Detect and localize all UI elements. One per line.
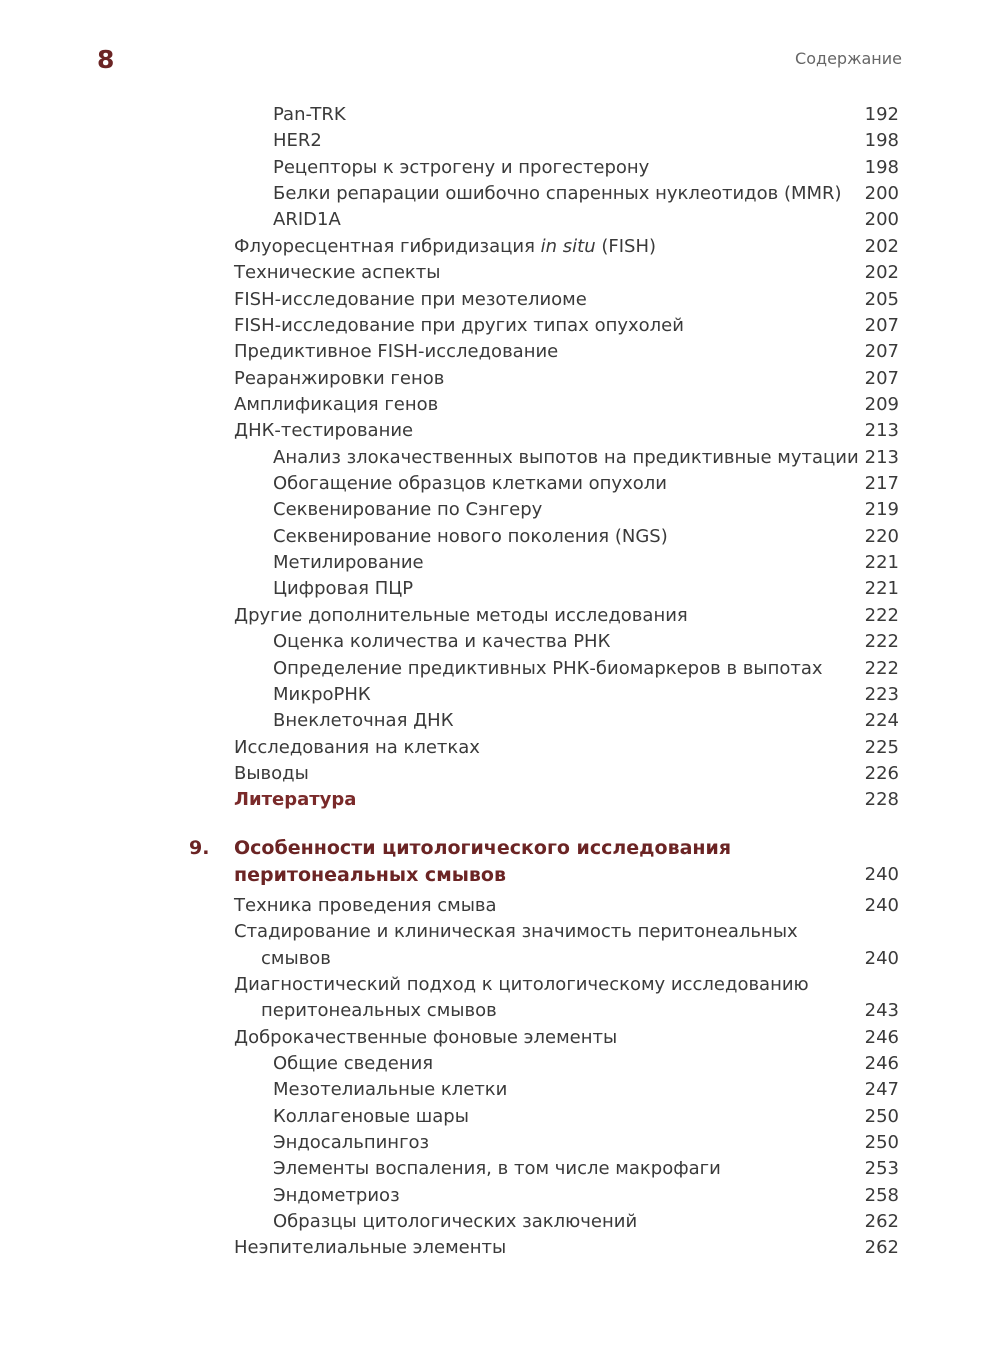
page-number: 8 — [97, 45, 115, 74]
toc-entry[interactable] — [0, 524, 1000, 550]
toc-entry-page: 217 — [864, 473, 899, 494]
toc-entry[interactable] — [0, 181, 1000, 207]
toc-entry[interactable] — [0, 1077, 1000, 1103]
toc-entry[interactable] — [0, 629, 1000, 655]
toc-entry[interactable] — [0, 972, 1000, 998]
toc-entry-title: Рецепторы к эстрогену и прогестерону — [273, 157, 650, 178]
toc-entry-fish[interactable] — [0, 234, 1000, 260]
toc-entry[interactable] — [0, 155, 1000, 181]
toc-entry[interactable] — [0, 1209, 1000, 1235]
toc-entry-page: 200 — [864, 183, 899, 204]
toc-entry[interactable] — [0, 1130, 1000, 1156]
toc-entry-title: ДНК-тестирование — [234, 420, 414, 441]
toc-entry-page: 243 — [864, 1000, 899, 1021]
toc-entry[interactable] — [0, 366, 1000, 392]
toc-entry-page: 226 — [864, 763, 899, 784]
toc-entry[interactable] — [0, 550, 1000, 576]
toc-entry-title: FISH-исследование при других типах опухолей — [234, 315, 684, 336]
toc-entry[interactable] — [0, 392, 1000, 418]
toc-entry-title: Эндометриоз — [273, 1185, 400, 1206]
toc-entry-page: 246 — [864, 1053, 899, 1074]
toc-entry-page: 246 — [864, 1027, 899, 1048]
toc-entry-title: Pan-TRK — [273, 104, 346, 125]
toc-entry-page: 222 — [864, 658, 899, 679]
toc-entry-page: 258 — [864, 1185, 899, 1206]
toc-entry-title: Обогащение образцов клетками опухоли — [273, 473, 667, 494]
toc-entry-title: Техника проведения смыва — [234, 895, 497, 916]
toc-entry-title: Литература — [234, 789, 357, 810]
toc-entry-title: Образцы цитологических заключений — [273, 1211, 638, 1232]
toc-entry-title: Другие дополнительные методы исследования — [234, 605, 688, 626]
toc-entry-page: 222 — [864, 631, 899, 652]
toc-entry[interactable] — [0, 603, 1000, 629]
toc-entry-title: FISH-исследование при мезотелиоме — [234, 289, 587, 310]
toc-entry[interactable] — [0, 919, 1000, 945]
toc-entry[interactable] — [0, 1156, 1000, 1182]
toc-entry[interactable] — [0, 1235, 1000, 1261]
toc-entry-page: 219 — [864, 499, 899, 520]
toc-entry-title: Предиктивное FISH-исследование — [234, 341, 559, 362]
toc-entry[interactable] — [0, 102, 1000, 128]
toc-entry-title: Цифровая ПЦР — [273, 578, 414, 599]
chapter-title-line2: перитонеальных смывов — [234, 864, 507, 886]
toc-entry[interactable] — [0, 497, 1000, 523]
toc-entry[interactable] — [0, 260, 1000, 286]
toc-entry-title: Внеклеточная ДНК — [273, 710, 454, 731]
toc-entry-title: Коллагеновые шары — [273, 1106, 469, 1127]
toc-entry-page: 225 — [864, 737, 899, 758]
toc-entry-page: 205 — [864, 289, 899, 310]
toc-entry-page: 240 — [864, 948, 899, 969]
toc-entry[interactable] — [0, 708, 1000, 734]
toc-entry-page: 200 — [864, 209, 899, 230]
toc-entry-page: 221 — [864, 552, 899, 573]
chapter-page: 240 — [864, 864, 899, 885]
toc-entry-title: Эндосальпингоз — [273, 1132, 430, 1153]
toc-entry-page: 209 — [864, 394, 899, 415]
toc-entry[interactable] — [0, 287, 1000, 313]
toc-entry[interactable] — [0, 893, 1000, 919]
chapter-title-row[interactable] — [0, 862, 1000, 888]
toc-entry-page: 198 — [864, 130, 899, 151]
running-head: Содержание — [795, 49, 902, 68]
toc-entry-page: 247 — [864, 1079, 899, 1100]
toc-entry[interactable] — [0, 1104, 1000, 1130]
toc-entry-page: 213 — [864, 447, 899, 468]
toc-entry-title: Диагностический подход к цитологическому исследованию — [234, 974, 809, 995]
toc-entry[interactable] — [0, 207, 1000, 233]
toc-entry-page: 253 — [864, 1158, 899, 1179]
toc-entry-page: 222 — [864, 605, 899, 626]
toc-entry-title: Флуоресцентная гибридизация in situ (FISH) — [234, 236, 656, 257]
toc-entry-title: Метилирование — [273, 552, 424, 573]
toc-entry-title: Неэпителиальные элементы — [234, 1237, 507, 1258]
toc-entry-title: Исследования на клетках — [234, 737, 480, 758]
toc-entry-page: 207 — [864, 368, 899, 389]
toc-entry-page: 240 — [864, 895, 899, 916]
toc-entry[interactable] — [0, 128, 1000, 154]
toc-entry[interactable] — [0, 682, 1000, 708]
toc-entry-page: 228 — [864, 789, 899, 810]
toc-entry-title: перитонеальных смывов — [261, 1000, 497, 1021]
toc-entry-title: Технические аспекты — [234, 262, 441, 283]
toc-entry-page: 207 — [864, 341, 899, 362]
toc-entry[interactable] — [0, 735, 1000, 761]
toc-entry[interactable] — [0, 761, 1000, 787]
toc-entry-title: Выводы — [234, 763, 309, 784]
toc-entry-page: 262 — [864, 1237, 899, 1258]
toc-entry-page: 213 — [864, 420, 899, 441]
toc-entry-title: Амплификация генов — [234, 394, 439, 415]
toc-entry[interactable] — [0, 445, 1000, 471]
toc-entry-page: 262 — [864, 1211, 899, 1232]
toc-entry-title: Элементы воспаления, в том числе макрофаги — [273, 1158, 721, 1179]
toc-entry-title: Оценка количества и качества РНК — [273, 631, 611, 652]
toc-entry-title: HER2 — [273, 130, 322, 151]
toc-entry[interactable] — [0, 471, 1000, 497]
toc-entry-page: 207 — [864, 315, 899, 336]
toc-entry-title: Реаранжировки генов — [234, 368, 445, 389]
toc-entry-title: Доброкачественные фоновые элементы — [234, 1027, 618, 1048]
toc-entry-title: Общие сведения — [273, 1053, 434, 1074]
toc-entry[interactable] — [0, 656, 1000, 682]
toc-entry-title: Определение предиктивных РНК-биомаркеров в выпотах — [273, 658, 823, 679]
toc-entry-page: 250 — [864, 1132, 899, 1153]
toc-entry-page: 202 — [864, 236, 899, 257]
toc-entry[interactable] — [0, 313, 1000, 339]
toc-entry-title: Анализ злокачественных выпотов на предиктивные мутации — [273, 447, 859, 468]
toc-entry-title: Стадирование и клиническая значимость перитонеальных — [234, 921, 798, 942]
toc-entry[interactable] — [0, 339, 1000, 365]
toc-entry[interactable] — [0, 576, 1000, 602]
toc-entry-page: 224 — [864, 710, 899, 731]
toc-entry-literature[interactable] — [0, 787, 1000, 813]
toc-entry[interactable] — [0, 1025, 1000, 1051]
toc-entry[interactable] — [0, 1183, 1000, 1209]
toc-entry-title: ARID1A — [273, 209, 341, 230]
toc-entry-title: Мезотелиальные клетки — [273, 1079, 508, 1100]
chapter-number: 9. — [189, 837, 210, 859]
toc-entry-title: смывов — [261, 948, 331, 969]
toc-entry-page: 221 — [864, 578, 899, 599]
toc-entry-continuation[interactable] — [0, 998, 1000, 1024]
toc-entry-page: 220 — [864, 526, 899, 547]
toc-entry-page: 250 — [864, 1106, 899, 1127]
toc-entry-continuation[interactable] — [0, 946, 1000, 972]
toc-entry[interactable] — [0, 418, 1000, 444]
toc-entry-title: Белки репарации ошибочно спаренных нуклеотидов (MMR) — [273, 183, 842, 204]
toc-entry-page: 198 — [864, 157, 899, 178]
toc-entry-title: МикроРНК — [273, 684, 371, 705]
toc-entry-page: 223 — [864, 684, 899, 705]
toc-entry-page: 192 — [864, 104, 899, 125]
toc-entry-title: Секвенирование по Сэнгеру — [273, 499, 543, 520]
chapter-title-line1[interactable]: Особенности цитологического исследования — [234, 837, 732, 859]
toc-entry-page: 202 — [864, 262, 899, 283]
toc-entry[interactable] — [0, 1051, 1000, 1077]
toc-entry-title: Секвенирование нового поколения (NGS) — [273, 526, 668, 547]
